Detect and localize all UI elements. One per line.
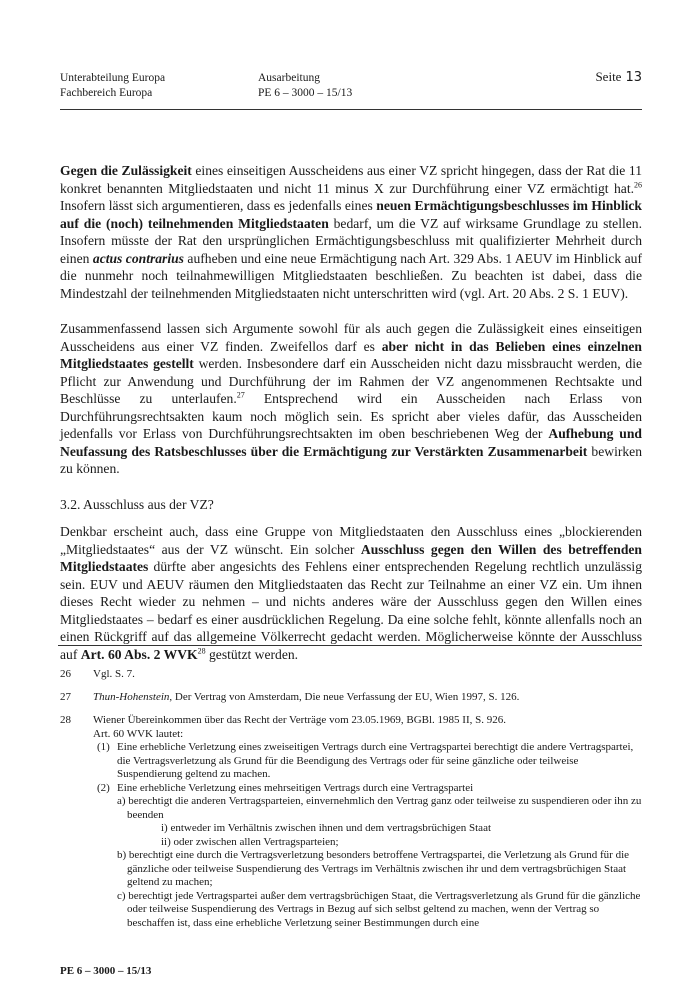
text-run: bewirken zu können. [60, 443, 642, 476]
text-run: bedarf, um die VZ auf wirksame Grundlage zu stellen. Insofern müsste der Rat den ursprünglichen Ermächtigungsbeschluss mit qualifizierter Mehrheit durch einen [60, 215, 642, 266]
footnote-26 [60, 668, 642, 682]
footnote-text: Vgl. S. 7. [93, 668, 135, 680]
text-run: , Der Vertrag von Amsterdam, Die neue Verfassung der EU, Wien 1997, S. 126. [169, 691, 520, 703]
header-middle [258, 71, 352, 101]
sub-item-a-i: i) entweder im Verhältnis zwischen ihnen und dem vertragsbrüchigen Staat [161, 822, 492, 834]
item-marker: (1) [97, 741, 110, 753]
main-text [60, 162, 642, 681]
article-intro: Art. 60 WVK lautet: [93, 727, 184, 740]
item-text: Eine erhebliche Verletzung eines zweiseitigen Vertrags durch eine Vertragspartei berechtigt die andere Vertragspartei, die Vertragsverletzung als Grund für die Beendigung des Vertrags oder für seine gänzliche oder teilweise Suspendierung geltend zu machen. [117, 741, 634, 780]
bold-phrase: Aufhebung und Neufassung des Ratsbeschlusses über die Ermächtigung zur Verstärkten Zusammenarbeit [60, 426, 642, 459]
footnote-text: Wiener Übereinkommen über das Recht der Verträge vom 23.05.1969, BGBl. 1985 II, S. 926. [93, 714, 506, 726]
header-left [60, 71, 165, 101]
text-run: aufheben und eine neue Ermächtigung nach Art. 329 Abs. 1 AEUV im Hinblick auf die nunmehr noch teilnahmewilligen Mitgliedstaaten beschließen. Zu beachten ist dabei, dass die Mindestzahl der teilnehmenden Mitgliedstaaten nicht unterschritten wird (vgl. Art. 20 Abs. 2 S. 1 EUV). [60, 250, 642, 301]
page-label: Seite [595, 69, 622, 84]
bold-phrase: Art. 60 Abs. 2 WVK [80, 646, 198, 662]
section-heading: 3.2. Ausschluss aus der VZ? [60, 496, 214, 512]
footnote-27 [60, 691, 642, 705]
footnote-28 [60, 714, 642, 930]
footnote-number: 27 [60, 691, 71, 703]
footer-reference: PE 6 – 3000 – 15/13 [60, 965, 152, 977]
item-text: Eine erhebliche Verletzung eines mehrseitigen Vertrags durch eine Vertragspartei [117, 781, 474, 794]
footnote-ref-27[interactable]: 27 [236, 390, 245, 400]
paragraph-1 [60, 162, 642, 302]
bold-phrase: Gegen die Zulässigkeit [60, 163, 192, 178]
text-run: dürfte aber angesichts des Fehlens einer entsprechenden Regelung rechtlich unzulässig sein. EUV und AEUV räumen den Mitgliedstaaten das Recht zur Teilnahme an einer VZ ein. Um ihnen dieses Recht wieder zu nehmen – und nichts anderes wäre der Ausschluss gegen den Willen eines Mitgliedstaates – bedarf es einer ausdrücklichen Regelung. Da eine solche fehlt, könnte allenfalls noch an einen Rückgriff auf das allgemeine Völkerrecht gedacht werden. Möglicherweise könnte der Ausschluss auf [60, 559, 642, 662]
division-label: Fachbereich Europa [60, 87, 153, 99]
sub-item-a-ii: ii) oder zwischen allen Vertragsparteien; [161, 835, 339, 848]
bold-phrase: Ausschluss gegen den Willen des betreffenden Mitgliedstaates [60, 541, 642, 574]
sub-items [117, 795, 642, 930]
page-indicator [595, 69, 642, 85]
text-run: Entsprechend wird ein Ausscheiden nach Erlass von Durchführungsrechtsakten kaum noch möglich sein. Es spricht aber vieles dafür, das Ausscheiden jedenfalls vor Erlass von Durchführungsrechtsakten im oben beschriebenen Weg der [60, 391, 642, 441]
item-marker: (2) [97, 781, 110, 794]
sub-item-b: b) berechtigt eine durch die Vertragsverletzung besonders betroffene Vertragspartei, die Verletzung als Grund für die gänzliche oder teilweise Suspendierung des Vertrags im Verhältnis zwischen ihr und dem vertragsbrüchigen Staat geltend zu machen; [117, 849, 630, 888]
bold-italic-phrase: actus contrarius [92, 250, 184, 266]
text-run: Insofern lässt sich argumentieren, dass es jedenfalls eines [60, 198, 377, 213]
bold-phrase: aber nicht in das Belieben eines einzelnen Mitgliedstaates gestellt [60, 338, 642, 371]
header-rule [60, 109, 642, 110]
text-run: Denkbar erscheint auch, dass eine Gruppe von Mitgliedstaaten den Ausschluss eines „blockierenden „Mitgliedstaates“ aus der VZ wünscht. Ein solcher [60, 524, 642, 557]
paragraph-3 [60, 523, 642, 663]
footnote-number: 28 [60, 714, 71, 726]
article-items [93, 741, 642, 930]
document-reference: PE 6 – 3000 – 15/13 [258, 87, 353, 99]
text-run: eines einseitigen Ausscheidens aus einer VZ spricht hingegen, dass der Rat die 11 konkret benannten Mitgliedstaaten und nicht 11 minus X zur Durchführung einer VZ ermächtigt hat. [60, 163, 642, 196]
page-number: 13 [625, 70, 642, 85]
department-label: Unterabteilung Europa [60, 72, 166, 84]
article-item-2 [93, 782, 642, 931]
footnote-ref-26[interactable]: 26 [634, 179, 642, 189]
sub-item-c: c) berechtigt jede Vertragspartei außer dem vertragsbrüchigen Staat, die Vertragsverletzung als Grund für die gänzliche oder teilweise Suspendierung des Vertrags in Bezug auf sich selbst geltend zu machen, wenn der Vertrag so beschaffen ist, dass eine erhebliche Verletzung seiner Bestimmungen durch eine [117, 889, 641, 929]
footnote-ref-28[interactable]: 28 [197, 645, 206, 655]
footnote-number: 26 [60, 668, 71, 680]
text-run: gestützt werden. [205, 646, 299, 662]
article-item-1 [93, 741, 642, 782]
paragraph-2 [60, 320, 642, 478]
bold-phrase: neuen Ermächtigungsbeschlusses im Hinblick auf die (noch) teilnehmenden Mitgliedstaaten [60, 198, 642, 231]
text-run: Zusammenfassend lassen sich Argumente sowohl für als auch gegen die Zulässigkeit eines einseitigen Ausscheidens aus einer VZ finden. Zweifellos darf es [60, 321, 642, 354]
author-name: Thun-Hohenstein [93, 691, 170, 703]
sub-item-a: a) berechtigt die anderen Vertragsparteien, einvernehmlich den Vertrag ganz oder teilweise zu suspendieren oder ihn zu beenden [117, 795, 642, 821]
footnote-rule [58, 645, 642, 646]
document-type: Ausarbeitung [258, 72, 320, 84]
text-run: werden. Insbesondere darf ein Ausscheiden nicht dazu missbraucht werden, die Pflicht zur Anwendung und Durchführung der im Rahmen der VZ angenommenen Rechtsakte und Beschlüsse zu unterlaufen. [60, 356, 643, 406]
footnote-text [93, 691, 642, 705]
